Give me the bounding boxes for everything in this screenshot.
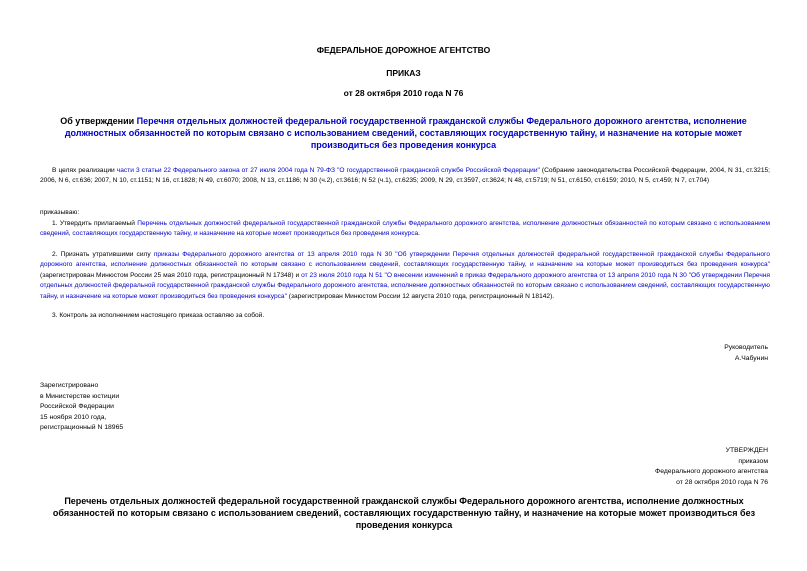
item-1-text-1: 1. Утвердить прилагаемый (52, 220, 138, 227)
registration-line: 15 ноября 2010 года, (40, 413, 107, 421)
registration-line: Российской Федерации (40, 403, 114, 411)
preamble-text-2: (Собрание законодательства Российской Федерации, 2004, N 31, ст.3215; 2006, N 6, ст.636; 2007, N 10, ст.1151; N 16, ст.1828; N 49, ст.6070; 2008, N 13, ст.1186; N 30 (ч.2), ст.3616; N 52 (ч.1), ст.6235; 2009, N 29, ст.3597, ст.3624; N 48, ст.5719; N 51, ст.6150, ст.6159; 2010, N 5, ст.459; N 7, ст.704) (40, 167, 770, 185)
approval-line: Федерального дорожного агентства (655, 468, 768, 476)
item-2-text-2: (зарегистрирован Минюстом России 25 мая 2010 года, регистрационный N 17348) и (40, 271, 302, 279)
list-link[interactable]: Перечень отдельных должностей федеральной государственной гражданской службы Федерального дорожного агентства, исполнение должностных обязанностей по которым связано с использованием сведений, составляющих государственную тайну, и назначение на которые может производиться без проведения конкурса (40, 220, 770, 238)
agency-name: ФЕДЕРАЛЬНОЕ ДОРОЖНОЕ АГЕНТСТВО (316, 45, 491, 55)
document-title (36, 115, 771, 151)
title-prefix: Об утверждении (60, 116, 137, 126)
order-30-link[interactable]: приказы Федерального дорожного агентства от 13 апреля 2010 года N 30 "Об утверждении Перечня отдельных должностей федеральной государственной гражданской службы Федерального дорожного агентства, исполнение должностных обязанностей по которым связано с использованием сведений, составляющих государственную тайну, и назначение на которые может производиться без проведения конкурса" (40, 251, 770, 269)
registration-block (40, 381, 123, 434)
signer-position: Руководитель (724, 344, 768, 351)
registration-line: регистрационный N 18965 (40, 424, 124, 432)
title-link[interactable]: Перечня отдельных должностей федеральной государственной гражданской службы Федерального дорожного агентства, исполнение должностных обязанностей по которым связано с использованием сведений, составляющих государственную тайну, и назначение на которые может производиться без проведения конкурса (64, 116, 747, 150)
preamble-paragraph (40, 166, 770, 187)
approval-line: приказом (738, 457, 768, 465)
item-2-text-1: 2. Признать утратившими силу (52, 251, 154, 258)
item-2-text-3: (зарегистрирован Минюстом России 12 августа 2010 года, регистрационный N 18142). (286, 292, 555, 300)
item-2-paragraph (40, 250, 770, 302)
doc-type: ПРИКАЗ (386, 68, 421, 78)
annex-title: Перечень отдельных должностей федеральной государственной гражданской службы Федерального дорожного агентства, исполнение должностных обязанностей по которым связано с использованием сведений, составляющих государственную тайну, и назначение на которые может производиться без проведения конкурса (52, 496, 756, 530)
registration-line: Зарегистрировано (40, 382, 99, 389)
law-link[interactable]: части 3 статьи 22 Федерального закона от 27 июля 2004 года N 79-ФЗ "О государственной гражданской службе Российской Федерации" (116, 167, 540, 174)
order-word: приказываю: (40, 209, 80, 216)
doc-date: от 28 октября 2010 года N 76 (343, 88, 464, 98)
order-51-link[interactable]: от 23 июля 2010 года N 51 "О внесении изменений в приказ Федерального дорожного агентства от 13 апреля 2010 года N 30 "Об утверждении Перечня отдельных должностей федеральной государственной гражданской службы Федерального дорожного агентства, исполнение должностных обязанностей по которым связано с использованием сведений, составляющих государственную тайну, и назначение на которые может производиться без проведения конкурса" (40, 271, 770, 300)
approval-line: от 28 октября 2010 года N 76 (676, 478, 768, 486)
item-1-text-2: . (418, 230, 421, 238)
registration-line: в Министерстве юстиции (40, 392, 120, 400)
item-3-paragraph: 3. Контроль за исполнением настоящего приказа оставляю за собой. (52, 312, 265, 319)
preamble-text-1: В целях реализации (52, 167, 117, 174)
signature-block (724, 343, 768, 364)
signer-name: А.Чабунин (734, 354, 768, 362)
item-1-paragraph (40, 219, 770, 240)
approval-block (655, 446, 768, 488)
approval-line: УТВЕРЖДЕН (725, 447, 768, 454)
